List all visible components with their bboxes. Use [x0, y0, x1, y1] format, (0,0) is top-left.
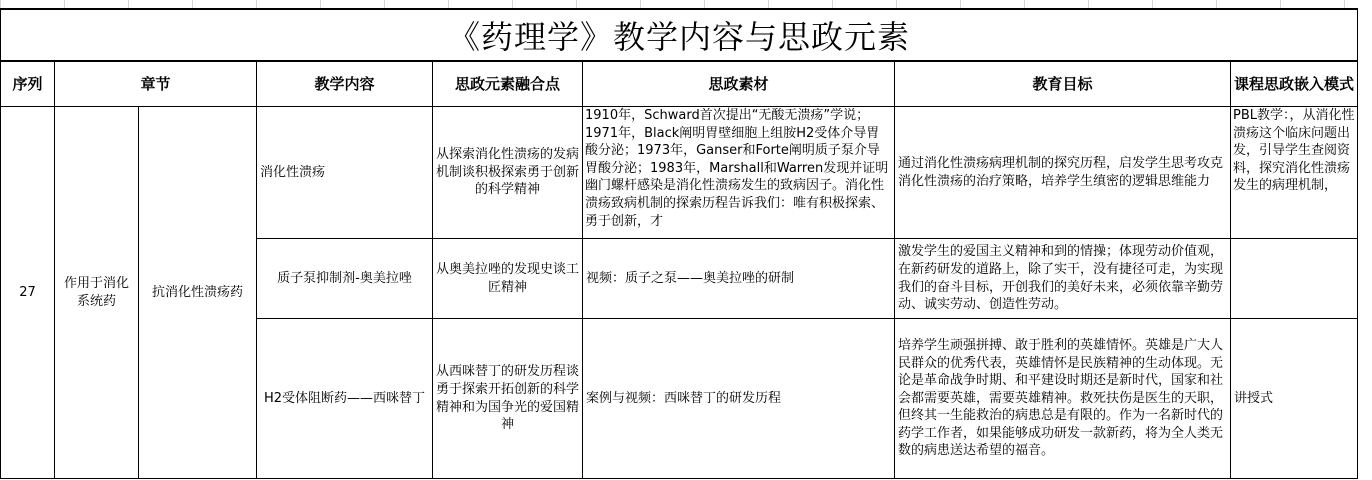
- curriculum-table: [0, 8, 1358, 479]
- material-cell: 视频：质子之泵——奥美拉唑的研制: [583, 239, 895, 319]
- fusion-cell: 从西咪替丁的研发历程谈勇于探索开拓创新的科学精神和为国争光的爱国精神: [433, 319, 583, 479]
- table-title: 《药理学》教学内容与思政元素: [1, 9, 1358, 61]
- content-cell: 质子泵抑制剂-奥美拉唑: [257, 239, 433, 319]
- header-chapter: 章节: [55, 61, 257, 107]
- mode-cell: PBL教学：，从消化性溃疡这个临床问题出发，引导学生查阅资料，探究消化性溃疡发生的病理机制，: [1231, 107, 1358, 239]
- material-cell: 案例与视频：西咪替丁的研发历程: [583, 319, 895, 479]
- header-mode: 课程思政嵌入模式: [1231, 61, 1358, 107]
- header-material: 思政素材: [583, 61, 895, 107]
- material-cell: 1910年，Schward首次提出“无酸无溃疡”学说；1971年，Black阐明胃壁细胞上组胺H2受体介导胃酸分泌；1973年，Ganser和Forte阐明质子泵介导胃酸分泌；1983年，Marshall和Warren发现并证明幽门螺杆感染是消化性溃疡发生的致病因子。消化性溃疡致病机制的探索历程告诉我们：唯有积极探索、勇于创新，才: [583, 107, 895, 239]
- spreadsheet-gridlines: [0, 0, 1372, 8]
- header-content: 教学内容: [257, 61, 433, 107]
- header-fusion: 思政元素融合点: [433, 61, 583, 107]
- seq-cell: 27: [1, 107, 55, 479]
- header-seq: 序列: [1, 61, 55, 107]
- goal-cell: 培养学生顽强拼搏、敢于胜利的英雄情怀。英雄是广大人民群众的优秀代表，英雄情怀是民族精神的生动体现。无论是革命战争时期、和平建设时期还是新时代，国家和社会都需要英雄，需要英雄精神。救死扶伤是医生的天职，但终其一生能救治的病患总是有限的。作为一名新时代的药学工作者，如果能够成功研发一款新药，将为全人类无数的病患送达希望的福音。: [895, 319, 1231, 479]
- table-row: [1, 107, 1358, 239]
- chapter-main-cell: 作用于消化系统药: [55, 107, 139, 479]
- goal-cell: 通过消化性溃疡病理机制的探究历程，启发学生思考攻克消化性溃疡的治疗策略，培养学生缜密的逻辑思维能力: [895, 107, 1231, 239]
- content-cell: 消化性溃疡: [257, 107, 433, 239]
- chapter-sub-cell: 抗消化性溃疡药: [139, 107, 257, 479]
- mode-cell: 讲授式: [1231, 319, 1358, 479]
- header-goal: 教育目标: [895, 61, 1231, 107]
- fusion-cell: 从奥美拉唑的发现史谈工匠精神: [433, 239, 583, 319]
- content-cell: H2受体阻断药——西咪替丁: [257, 319, 433, 479]
- mode-cell: [1231, 239, 1358, 319]
- goal-cell: 激发学生的爱国主义精神和到的情操；体现劳动价值观，在新药研发的道路上，除了实干，没有捷径可走，为实现我们的奋斗目标，开创我们的美好未来，必须依靠辛勤劳动、诚实劳动、创造性劳动。: [895, 239, 1231, 319]
- fusion-cell: 从探索消化性溃疡的发病机制谈积极探索勇于创新的科学精神: [433, 107, 583, 239]
